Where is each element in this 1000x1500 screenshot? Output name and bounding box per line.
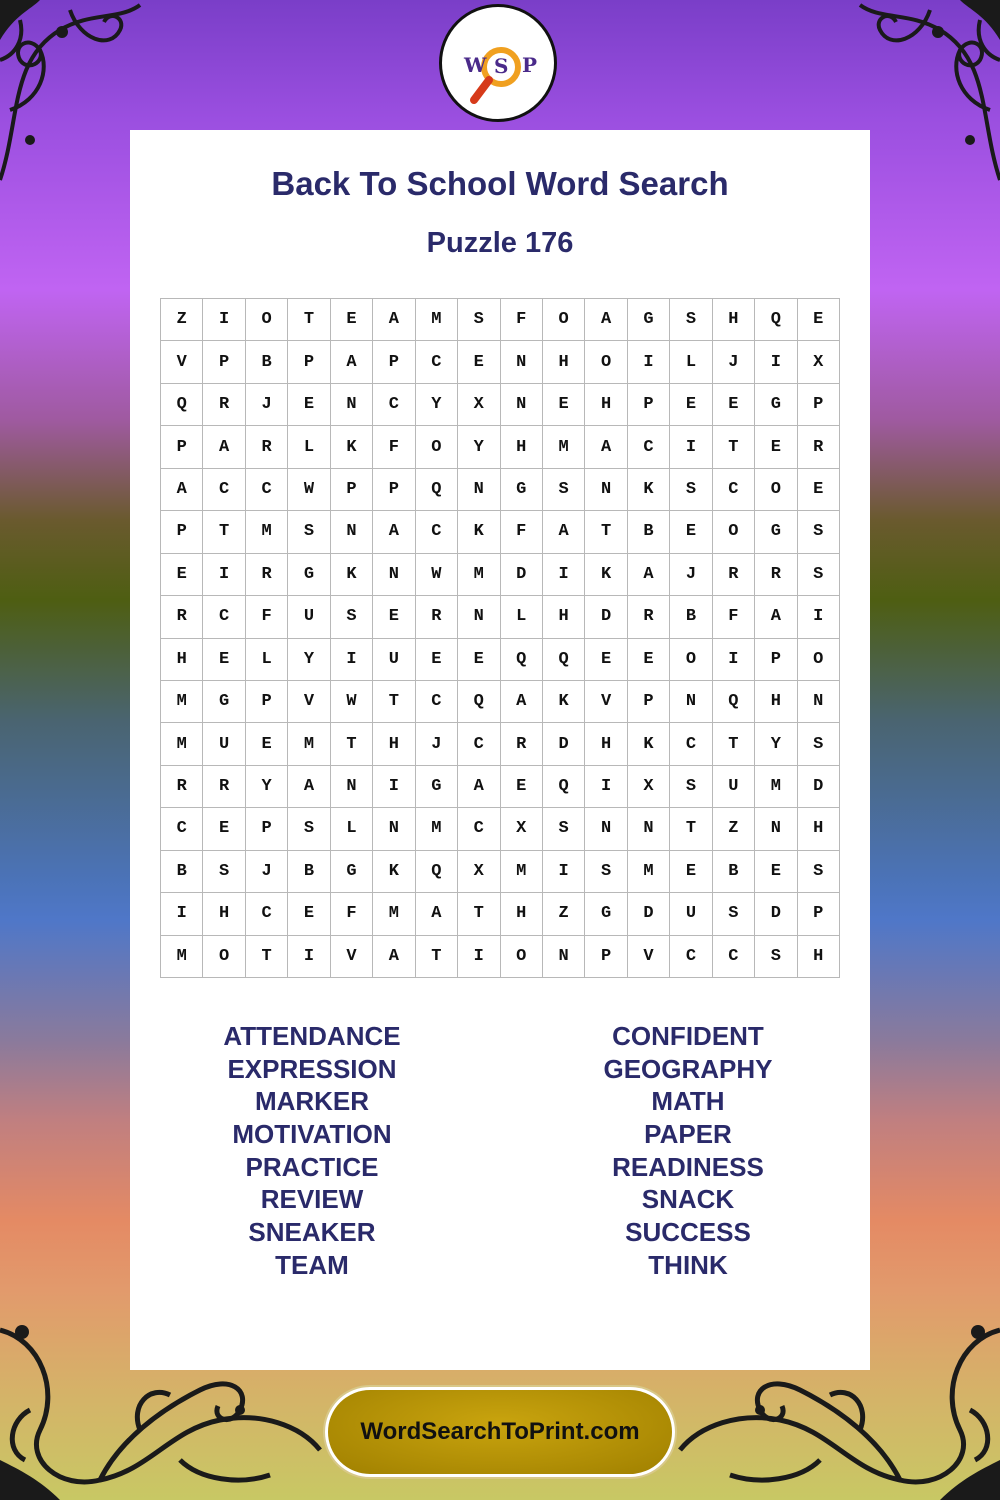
grid-cell[interactable]: H <box>585 384 627 426</box>
word-list-item: READINESS <box>612 1151 764 1182</box>
grid-cell[interactable]: A <box>755 596 797 638</box>
grid-cell[interactable]: N <box>331 766 373 808</box>
word-list-item: REVIEW <box>260 1184 364 1215</box>
grid-cell[interactable]: F <box>501 299 543 341</box>
grid-cell[interactable]: O <box>798 639 840 681</box>
grid-cell[interactable]: D <box>585 596 627 638</box>
grid-cell[interactable]: Y <box>755 723 797 765</box>
grid-cell[interactable]: X <box>628 766 670 808</box>
grid-cell[interactable]: C <box>458 808 500 850</box>
grid-cell[interactable]: R <box>416 596 458 638</box>
grid-cell[interactable]: H <box>713 299 755 341</box>
grid-cell[interactable]: E <box>755 851 797 893</box>
grid-cell[interactable]: P <box>628 384 670 426</box>
grid-cell[interactable]: E <box>203 808 245 850</box>
grid-cell[interactable]: M <box>416 808 458 850</box>
word-list-item: MARKER <box>254 1086 370 1117</box>
grid-cell[interactable]: D <box>628 893 670 935</box>
word-list-item: PAPER <box>644 1119 732 1150</box>
grid-cell[interactable]: G <box>331 851 373 893</box>
grid-cell[interactable]: S <box>331 596 373 638</box>
grid-cell[interactable]: J <box>246 851 288 893</box>
grid-cell[interactable]: S <box>543 469 585 511</box>
grid-cell[interactable]: J <box>246 384 288 426</box>
grid-cell[interactable]: V <box>161 341 203 383</box>
grid-cell[interactable]: R <box>628 596 670 638</box>
grid-cell[interactable]: E <box>628 639 670 681</box>
word-list-item: THINK <box>648 1249 728 1280</box>
grid-cell[interactable]: N <box>628 808 670 850</box>
grid-cell[interactable]: M <box>416 299 458 341</box>
grid-cell[interactable]: N <box>458 596 500 638</box>
grid-cell[interactable]: C <box>713 469 755 511</box>
logo-letter-s: S <box>494 54 509 78</box>
grid-cell[interactable]: Q <box>501 639 543 681</box>
grid-cell[interactable]: C <box>246 469 288 511</box>
grid-cell[interactable]: H <box>543 341 585 383</box>
grid-cell[interactable]: X <box>798 341 840 383</box>
grid-cell[interactable]: Q <box>416 469 458 511</box>
grid-cell[interactable]: I <box>543 554 585 596</box>
grid-cell[interactable]: N <box>458 469 500 511</box>
grid-cell[interactable]: S <box>670 299 712 341</box>
grid-cell[interactable]: H <box>373 723 415 765</box>
grid-cell[interactable]: I <box>373 766 415 808</box>
grid-cell[interactable]: R <box>203 766 245 808</box>
grid-cell[interactable]: N <box>543 936 585 978</box>
word-list-item: SNACK <box>641 1184 735 1215</box>
grid-cell[interactable]: E <box>543 384 585 426</box>
grid-cell[interactable]: S <box>713 893 755 935</box>
grid-cell[interactable]: C <box>246 893 288 935</box>
grid-cell[interactable]: C <box>628 426 670 468</box>
grid-cell[interactable]: Y <box>288 639 330 681</box>
grid-cell[interactable]: Y <box>416 384 458 426</box>
grid-cell[interactable]: D <box>501 554 543 596</box>
grid-cell[interactable]: O <box>246 299 288 341</box>
grid-cell[interactable]: E <box>246 723 288 765</box>
grid-cell[interactable]: I <box>458 936 500 978</box>
word-list-right <box>538 1020 838 1282</box>
grid-cell[interactable]: A <box>288 766 330 808</box>
grid-cell[interactable]: S <box>458 299 500 341</box>
grid-cell[interactable]: A <box>203 426 245 468</box>
grid-cell[interactable]: M <box>373 893 415 935</box>
grid-cell[interactable]: X <box>458 384 500 426</box>
grid-cell[interactable]: K <box>543 681 585 723</box>
grid-cell[interactable]: G <box>755 511 797 553</box>
grid-cell[interactable]: E <box>416 639 458 681</box>
grid-cell[interactable]: E <box>798 469 840 511</box>
grid-cell[interactable]: O <box>203 936 245 978</box>
grid-cell[interactable]: T <box>331 723 373 765</box>
grid-cell[interactable]: T <box>203 511 245 553</box>
grid-cell[interactable]: A <box>501 681 543 723</box>
grid-cell[interactable]: F <box>501 511 543 553</box>
grid-cell[interactable]: S <box>543 808 585 850</box>
grid-cell[interactable]: E <box>331 299 373 341</box>
grid-cell[interactable]: O <box>713 511 755 553</box>
grid-cell[interactable]: T <box>458 893 500 935</box>
grid-cell[interactable]: J <box>416 723 458 765</box>
grid-cell[interactable]: Q <box>458 681 500 723</box>
grid-cell[interactable]: I <box>331 639 373 681</box>
grid-cell[interactable]: E <box>203 639 245 681</box>
grid-cell[interactable]: C <box>373 384 415 426</box>
grid-cell[interactable]: A <box>585 299 627 341</box>
grid-cell[interactable]: N <box>585 469 627 511</box>
grid-cell[interactable]: W <box>288 469 330 511</box>
grid-cell[interactable]: O <box>501 936 543 978</box>
grid-cell[interactable]: I <box>628 341 670 383</box>
grid-cell[interactable]: P <box>628 681 670 723</box>
grid-cell[interactable]: E <box>288 384 330 426</box>
grid-cell[interactable]: E <box>288 893 330 935</box>
grid-cell[interactable]: C <box>203 469 245 511</box>
grid-cell[interactable]: V <box>331 936 373 978</box>
grid-cell[interactable]: H <box>798 808 840 850</box>
word-list-left <box>162 1020 462 1282</box>
grid-cell[interactable]: P <box>203 341 245 383</box>
word-list-item: TEAM <box>275 1249 349 1280</box>
grid-cell[interactable]: Z <box>713 808 755 850</box>
grid-cell[interactable]: R <box>501 723 543 765</box>
grid-cell[interactable]: K <box>331 426 373 468</box>
grid-cell[interactable]: I <box>670 426 712 468</box>
grid-cell[interactable]: R <box>246 426 288 468</box>
grid-cell[interactable]: U <box>373 639 415 681</box>
grid-cell[interactable]: U <box>713 766 755 808</box>
grid-cell[interactable]: C <box>416 511 458 553</box>
grid-cell[interactable]: G <box>628 299 670 341</box>
grid-cell[interactable]: S <box>798 511 840 553</box>
grid-cell[interactable]: E <box>670 384 712 426</box>
grid-cell[interactable]: P <box>755 639 797 681</box>
grid-cell[interactable]: Q <box>755 299 797 341</box>
grid-cell[interactable]: P <box>373 341 415 383</box>
grid-cell[interactable]: A <box>373 299 415 341</box>
grid-cell[interactable]: Q <box>416 851 458 893</box>
grid-cell[interactable]: B <box>288 851 330 893</box>
grid-cell[interactable]: R <box>161 766 203 808</box>
grid-cell[interactable]: N <box>585 808 627 850</box>
site-logo[interactable] <box>439 4 557 122</box>
grid-cell[interactable]: M <box>161 681 203 723</box>
grid-cell[interactable]: A <box>543 511 585 553</box>
grid-cell[interactable]: D <box>798 766 840 808</box>
grid-cell[interactable]: Y <box>246 766 288 808</box>
grid-cell[interactable]: G <box>755 384 797 426</box>
grid-cell[interactable]: J <box>670 554 712 596</box>
grid-cell[interactable]: A <box>331 341 373 383</box>
grid-cell[interactable]: E <box>458 639 500 681</box>
grid-cell[interactable]: P <box>373 469 415 511</box>
grid-cell[interactable]: E <box>755 426 797 468</box>
grid-cell[interactable]: C <box>416 681 458 723</box>
grid-cell[interactable]: T <box>585 511 627 553</box>
word-list-item: CONFIDENT <box>612 1021 764 1051</box>
grid-cell[interactable]: M <box>288 723 330 765</box>
logo-letter-w: W <box>464 53 487 77</box>
grid-cell[interactable]: B <box>713 851 755 893</box>
site-link-button[interactable]: WordSearchToPrint.com <box>325 1387 675 1477</box>
grid-cell[interactable]: N <box>373 808 415 850</box>
grid-cell[interactable]: P <box>246 681 288 723</box>
grid-cell[interactable]: M <box>246 511 288 553</box>
grid-cell[interactable]: H <box>798 936 840 978</box>
grid-cell[interactable]: E <box>161 554 203 596</box>
grid-cell[interactable]: Q <box>543 639 585 681</box>
grid-cell[interactable]: F <box>246 596 288 638</box>
grid-cell[interactable]: E <box>670 851 712 893</box>
grid-cell[interactable]: P <box>161 511 203 553</box>
grid-cell[interactable]: N <box>331 384 373 426</box>
grid-cell[interactable]: K <box>628 469 670 511</box>
magnifier-icon <box>442 7 554 119</box>
grid-cell[interactable]: Q <box>161 384 203 426</box>
grid-cell[interactable]: S <box>670 469 712 511</box>
grid-cell[interactable]: M <box>501 851 543 893</box>
grid-cell[interactable]: R <box>161 596 203 638</box>
grid-cell[interactable]: B <box>628 511 670 553</box>
grid-cell[interactable]: H <box>203 893 245 935</box>
word-list-item: EXPRESSION <box>227 1053 397 1084</box>
grid-cell[interactable]: Q <box>543 766 585 808</box>
grid-cell[interactable]: L <box>331 808 373 850</box>
grid-cell[interactable]: G <box>416 766 458 808</box>
grid-cell[interactable]: O <box>416 426 458 468</box>
word-list-item: ATTENDANCE <box>223 1021 401 1051</box>
word-list-item: SUCCESS <box>625 1217 751 1248</box>
grid-cell[interactable]: E <box>501 766 543 808</box>
grid-cell[interactable]: H <box>161 639 203 681</box>
grid-cell[interactable]: S <box>288 808 330 850</box>
word-list-item: GEOGRAPHY <box>603 1053 773 1084</box>
grid-cell[interactable]: V <box>585 681 627 723</box>
grid-cell[interactable]: W <box>416 554 458 596</box>
grid-cell[interactable]: N <box>331 511 373 553</box>
grid-cell[interactable]: S <box>288 511 330 553</box>
grid-cell[interactable]: A <box>161 469 203 511</box>
grid-cell[interactable]: F <box>713 596 755 638</box>
grid-cell[interactable]: U <box>670 893 712 935</box>
grid-cell[interactable]: T <box>416 936 458 978</box>
grid-cell[interactable]: I <box>288 936 330 978</box>
grid-cell[interactable]: T <box>713 426 755 468</box>
grid-cell[interactable]: Z <box>161 299 203 341</box>
grid-cell[interactable]: P <box>288 341 330 383</box>
grid-cell[interactable]: R <box>246 554 288 596</box>
grid-cell[interactable]: T <box>713 723 755 765</box>
grid-cell[interactable]: T <box>373 681 415 723</box>
grid-cell[interactable]: D <box>543 723 585 765</box>
grid-cell[interactable]: P <box>798 893 840 935</box>
grid-cell[interactable]: L <box>670 341 712 383</box>
grid-cell[interactable]: L <box>501 596 543 638</box>
grid-cell[interactable]: Z <box>543 893 585 935</box>
grid-cell[interactable]: H <box>585 723 627 765</box>
grid-cell[interactable]: C <box>416 341 458 383</box>
grid-cell[interactable]: R <box>713 554 755 596</box>
page-title: Back To School Word Search <box>271 165 729 202</box>
grid-cell[interactable]: Q <box>713 681 755 723</box>
grid-cell[interactable]: P <box>331 469 373 511</box>
grid-cell[interactable]: U <box>288 596 330 638</box>
grid-cell[interactable]: E <box>585 639 627 681</box>
grid-cell[interactable]: O <box>670 639 712 681</box>
grid-cell[interactable]: B <box>670 596 712 638</box>
grid-cell[interactable]: I <box>203 554 245 596</box>
grid-cell[interactable]: E <box>713 384 755 426</box>
grid-cell[interactable]: Y <box>458 426 500 468</box>
grid-cell[interactable]: S <box>585 851 627 893</box>
grid-cell[interactable]: I <box>713 639 755 681</box>
grid-cell[interactable]: M <box>161 936 203 978</box>
grid-cell[interactable]: C <box>458 723 500 765</box>
grid-cell[interactable]: I <box>798 596 840 638</box>
grid-cell[interactable]: C <box>161 808 203 850</box>
grid-cell[interactable]: H <box>501 426 543 468</box>
grid-cell[interactable]: S <box>670 766 712 808</box>
word-list-item: SNEAKER <box>248 1217 376 1248</box>
grid-cell[interactable]: P <box>246 808 288 850</box>
grid-cell[interactable]: N <box>373 554 415 596</box>
grid-cell[interactable]: X <box>458 851 500 893</box>
grid-cell[interactable]: A <box>458 766 500 808</box>
grid-cell[interactable]: I <box>543 851 585 893</box>
grid-cell[interactable]: H <box>755 681 797 723</box>
grid-cell[interactable]: H <box>501 893 543 935</box>
grid-cell[interactable]: S <box>755 936 797 978</box>
grid-cell[interactable]: S <box>798 723 840 765</box>
puzzle-number: Puzzle 176 <box>426 227 574 259</box>
letter-grid <box>160 298 840 978</box>
grid-cell[interactable]: K <box>458 511 500 553</box>
grid-cell[interactable]: M <box>628 851 670 893</box>
grid-cell[interactable]: A <box>416 893 458 935</box>
grid-cell[interactable]: U <box>203 723 245 765</box>
grid-cell[interactable]: K <box>585 554 627 596</box>
grid-cell[interactable]: A <box>628 554 670 596</box>
grid-cell[interactable]: G <box>288 554 330 596</box>
word-list-item: MOTIVATION <box>232 1119 392 1150</box>
grid-cell[interactable]: R <box>755 554 797 596</box>
grid-cell[interactable]: N <box>755 808 797 850</box>
grid-cell[interactable]: E <box>798 299 840 341</box>
grid-cell[interactable]: G <box>203 681 245 723</box>
grid-cell[interactable]: G <box>501 469 543 511</box>
grid-cell[interactable]: N <box>501 384 543 426</box>
grid-cell[interactable]: N <box>670 681 712 723</box>
grid-cell[interactable]: I <box>755 341 797 383</box>
grid-cell[interactable]: X <box>501 808 543 850</box>
grid-cell[interactable]: A <box>585 426 627 468</box>
grid-cell[interactable]: C <box>713 936 755 978</box>
grid-cell[interactable]: K <box>331 554 373 596</box>
logo-letter-p: P <box>522 53 538 77</box>
grid-cell[interactable]: S <box>798 554 840 596</box>
grid-cell[interactable]: P <box>161 426 203 468</box>
grid-cell[interactable]: M <box>458 554 500 596</box>
grid-cell[interactable]: C <box>203 596 245 638</box>
grid-cell[interactable]: N <box>501 341 543 383</box>
grid-cell[interactable]: O <box>755 469 797 511</box>
grid-cell[interactable]: E <box>458 341 500 383</box>
grid-cell[interactable]: C <box>670 936 712 978</box>
grid-cell[interactable]: I <box>203 299 245 341</box>
grid-cell[interactable]: V <box>288 681 330 723</box>
grid-cell[interactable]: J <box>713 341 755 383</box>
grid-cell[interactable]: M <box>755 766 797 808</box>
grid-cell[interactable]: T <box>246 936 288 978</box>
grid-cell[interactable]: E <box>670 511 712 553</box>
grid-cell[interactable]: F <box>373 426 415 468</box>
grid-cell[interactable]: T <box>670 808 712 850</box>
grid-cell[interactable]: T <box>288 299 330 341</box>
grid-cell[interactable]: R <box>203 384 245 426</box>
grid-cell[interactable]: F <box>331 893 373 935</box>
grid-cell[interactable]: P <box>798 384 840 426</box>
grid-cell[interactable]: L <box>246 639 288 681</box>
grid-cell[interactable]: P <box>585 936 627 978</box>
grid-cell[interactable]: O <box>543 299 585 341</box>
grid-cell[interactable]: I <box>585 766 627 808</box>
word-list-item: MATH <box>651 1086 725 1117</box>
grid-cell[interactable]: C <box>670 723 712 765</box>
grid-cell[interactable]: K <box>373 851 415 893</box>
grid-cell[interactable]: L <box>288 426 330 468</box>
grid-cell[interactable]: A <box>373 511 415 553</box>
grid-cell[interactable]: W <box>331 681 373 723</box>
grid-cell[interactable]: R <box>798 426 840 468</box>
grid-cell[interactable]: G <box>585 893 627 935</box>
grid-cell[interactable]: S <box>203 851 245 893</box>
word-list-item: PRACTICE <box>245 1151 379 1182</box>
grid-cell[interactable]: O <box>585 341 627 383</box>
grid-cell[interactable]: B <box>161 851 203 893</box>
grid-cell[interactable]: A <box>373 936 415 978</box>
grid-cell[interactable]: K <box>628 723 670 765</box>
grid-cell[interactable]: M <box>161 723 203 765</box>
grid-cell[interactable]: M <box>543 426 585 468</box>
grid-cell[interactable]: V <box>628 936 670 978</box>
grid-cell[interactable]: I <box>161 893 203 935</box>
grid-cell[interactable]: B <box>246 341 288 383</box>
grid-cell[interactable]: S <box>798 851 840 893</box>
grid-cell[interactable]: D <box>755 893 797 935</box>
grid-cell[interactable]: H <box>543 596 585 638</box>
grid-cell[interactable]: E <box>373 596 415 638</box>
grid-cell[interactable]: N <box>798 681 840 723</box>
